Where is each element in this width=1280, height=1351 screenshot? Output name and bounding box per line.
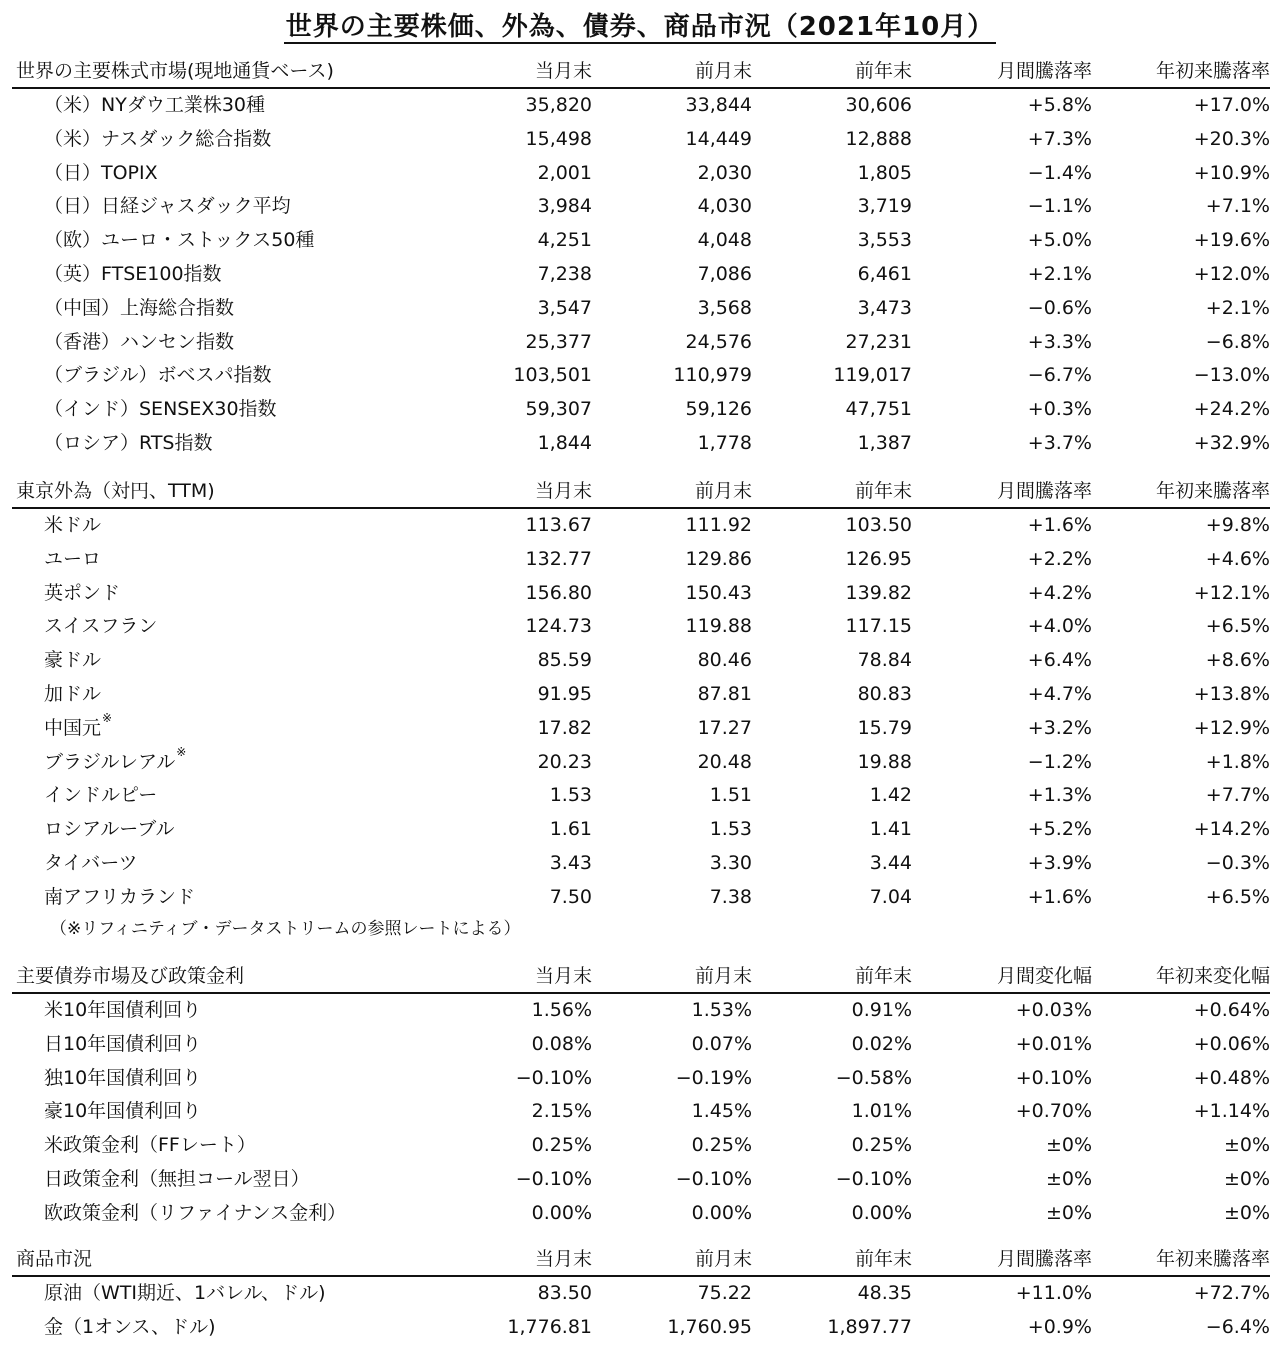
table-row (12, 1129, 1270, 1163)
value-cell: 103.50 (845, 514, 912, 536)
row-label-text: 欧政策金利（リファイナンス金利） (44, 1201, 347, 1224)
stock-markets-header-row (12, 56, 1270, 89)
row-label-text: 原油（WTI期近、1バレル、ドル) (44, 1282, 326, 1304)
row-label (44, 813, 175, 847)
table-row (12, 577, 1270, 611)
value-cell: +6.5% (1205, 615, 1270, 638)
value-cell: +6.4% (1027, 649, 1092, 672)
table-row (12, 779, 1270, 813)
value-cell: 3,984 (537, 195, 592, 218)
bond-section (12, 961, 1270, 1231)
row-label-text: 米政策金利（FFレート） (44, 1134, 256, 1157)
value-cell: 78.84 (857, 649, 912, 672)
table-row (12, 1095, 1270, 1129)
row-label (44, 89, 265, 123)
value-cell: 119,017 (833, 364, 912, 387)
table-row (12, 813, 1270, 847)
value-cell: 7,238 (537, 262, 592, 285)
value-cell: 1,387 (857, 431, 912, 454)
value-cell: +0.01% (1015, 1032, 1092, 1055)
value-cell: +20.3% (1193, 127, 1270, 150)
value-cell: 48.35 (857, 1282, 912, 1304)
value-cell: 1,844 (537, 431, 592, 454)
row-label-text: インドルピー (44, 784, 158, 807)
column-header: 当月末 (534, 965, 592, 987)
column-header: 月間変化幅 (996, 965, 1092, 987)
value-cell: +0.48% (1193, 1066, 1270, 1089)
value-cell: −6.4% (1205, 1315, 1270, 1338)
value-cell: −0.3% (1205, 851, 1270, 874)
row-label-text: （日）TOPIX (44, 161, 158, 184)
row-label-text: （欧）ユーロ・ストックス50種 (44, 229, 315, 252)
column-header: 当月末 (534, 60, 592, 82)
footnote: （※リフィニティブ・データストリームの参照レートによる） (50, 918, 521, 939)
column-header: 月間騰落率 (996, 60, 1092, 82)
column-header: 年初来変化幅 (1155, 965, 1270, 987)
value-cell: 59,307 (525, 398, 592, 421)
row-label (44, 712, 112, 746)
value-cell: 0.00% (531, 1201, 592, 1224)
value-cell: 1.53 (549, 784, 592, 807)
value-cell: −6.8% (1205, 330, 1270, 353)
value-cell: 35,820 (525, 94, 592, 116)
row-label-text: 日10年国債利回り (44, 1032, 202, 1055)
value-cell: −0.10% (515, 1066, 592, 1089)
value-cell: +72.7% (1193, 1282, 1270, 1304)
row-label (44, 577, 120, 611)
value-cell: 2,030 (697, 161, 752, 184)
value-cell: +1.8% (1205, 750, 1270, 773)
table-row (12, 1163, 1270, 1197)
page-title-text: 世界の主要株価、外為、債券、商品市況（2021年10月） (285, 12, 995, 42)
table-row (12, 393, 1270, 427)
table-row (12, 509, 1270, 543)
column-header: 前年末 (854, 60, 912, 82)
value-cell: ±0% (1223, 1134, 1270, 1157)
commodities-header-row (12, 1244, 1270, 1277)
value-cell: 6,461 (857, 262, 912, 285)
row-label-text: 中国元 (44, 716, 102, 739)
value-cell: 7.50 (549, 885, 592, 908)
value-cell: 27,231 (845, 330, 912, 353)
value-cell: −0.10% (835, 1167, 912, 1190)
column-header: 当月末 (534, 1248, 592, 1270)
table-row (12, 89, 1270, 123)
value-cell: 1.45% (691, 1100, 752, 1123)
column-header: 月間騰落率 (996, 1248, 1092, 1270)
value-cell: +7.1% (1205, 195, 1270, 218)
column-header: 年初来騰落率 (1155, 480, 1270, 502)
row-label-text: ブラジルレアル (44, 750, 176, 773)
section-title: 世界の主要株式市場(現地通貨ベース) (16, 60, 334, 82)
table-row (12, 610, 1270, 644)
row-label-text: 豪10年国債利回り (44, 1100, 202, 1123)
value-cell: 1,776.81 (507, 1315, 592, 1338)
value-cell: 1.53 (709, 818, 752, 841)
value-cell: 117.15 (845, 615, 912, 638)
value-cell: 2.15% (531, 1100, 592, 1123)
table-row (12, 1311, 1270, 1345)
value-cell: +4.2% (1027, 581, 1092, 604)
value-cell: 3.30 (709, 851, 752, 874)
row-label-text: （中国）上海総合指数 (44, 296, 235, 319)
value-cell: 111.92 (685, 514, 752, 536)
value-cell: 3,719 (857, 195, 912, 218)
value-cell: +0.03% (1015, 999, 1092, 1021)
value-cell: 47,751 (845, 398, 912, 421)
row-label (44, 224, 314, 258)
row-label-text: 米10年国債利回り (44, 999, 202, 1021)
section-title: 東京外為（対円、TTM) (16, 480, 215, 502)
value-cell: +0.06% (1193, 1032, 1270, 1055)
value-cell: 17.27 (697, 716, 752, 739)
row-label (44, 1277, 326, 1311)
value-cell: ±0% (1045, 1134, 1092, 1157)
row-label (44, 881, 195, 915)
section-title: 主要債券市場及び政策金利 (16, 965, 245, 987)
row-label (44, 1129, 256, 1163)
value-cell: 1.56% (531, 999, 592, 1021)
column-header: 年初来騰落率 (1155, 1248, 1270, 1270)
table-row (12, 326, 1270, 360)
value-cell: 3.43 (549, 851, 592, 874)
row-label-text: （米）NYダウ工業株30種 (44, 94, 265, 116)
value-cell: +2.1% (1205, 296, 1270, 319)
value-cell: ±0% (1223, 1167, 1270, 1190)
value-cell: 0.07% (691, 1032, 752, 1055)
column-header: 前月末 (694, 1248, 752, 1270)
value-cell: 80.83 (857, 682, 912, 705)
value-cell: 24,576 (685, 330, 752, 353)
value-cell: 3,473 (857, 296, 912, 319)
value-cell: 0.25% (851, 1134, 912, 1157)
value-cell: +8.6% (1205, 649, 1270, 672)
value-cell: +1.6% (1027, 885, 1092, 908)
row-label (44, 1311, 216, 1345)
value-cell: −6.7% (1027, 364, 1092, 387)
value-cell: 0.00% (691, 1201, 752, 1224)
value-cell: 0.25% (531, 1134, 592, 1157)
value-cell: ±0% (1045, 1201, 1092, 1224)
table-row (12, 427, 1270, 461)
row-label-text: （インド）SENSEX30指数 (44, 398, 277, 421)
value-cell: 20.23 (537, 750, 592, 773)
value-cell: 87.81 (697, 682, 752, 705)
row-label (44, 326, 234, 360)
value-cell: 7.38 (709, 885, 752, 908)
value-cell: +0.64% (1193, 999, 1270, 1021)
value-cell: +11.0% (1015, 1282, 1092, 1304)
table-row (12, 543, 1270, 577)
value-cell: 0.02% (851, 1032, 912, 1055)
value-cell: +17.0% (1193, 94, 1270, 116)
value-cell: 25,377 (525, 330, 592, 353)
value-cell: −1.2% (1027, 750, 1092, 773)
value-cell: +9.8% (1205, 514, 1270, 536)
value-cell: 0.91% (851, 999, 912, 1021)
footnote-mark: ※ (102, 710, 113, 725)
table-row (12, 190, 1270, 224)
value-cell: +4.0% (1027, 615, 1092, 638)
row-label-text: 金（1オンス、ドル) (44, 1315, 216, 1338)
section-title: 商品市況 (16, 1248, 93, 1270)
table-row (12, 123, 1270, 157)
value-cell: 156.80 (525, 581, 592, 604)
table-row (12, 644, 1270, 678)
column-header: 当月末 (534, 480, 592, 502)
column-header: 前月末 (694, 965, 752, 987)
value-cell: +12.9% (1193, 716, 1270, 739)
value-cell: 0.25% (691, 1134, 752, 1157)
value-cell: 0.08% (531, 1032, 592, 1055)
row-label (44, 359, 272, 393)
value-cell: +0.70% (1015, 1100, 1092, 1123)
row-label-text: スイスフラン (44, 615, 158, 638)
value-cell: 4,048 (697, 229, 752, 252)
value-cell: 59,126 (685, 398, 752, 421)
value-cell: +24.2% (1193, 398, 1270, 421)
row-label (44, 1163, 310, 1197)
value-cell: 85.59 (537, 649, 592, 672)
page-title (0, 6, 1280, 43)
value-cell: +6.5% (1205, 885, 1270, 908)
value-cell: 14,449 (685, 127, 752, 150)
table-row (12, 224, 1270, 258)
row-label (44, 1197, 346, 1231)
row-label (44, 779, 157, 813)
row-label (44, 427, 213, 461)
value-cell: +1.6% (1027, 514, 1092, 536)
value-cell: +3.3% (1027, 330, 1092, 353)
bonds-header-row (12, 961, 1270, 994)
value-cell: +5.8% (1027, 94, 1092, 116)
value-cell: −0.10% (675, 1167, 752, 1190)
value-cell: 1.01% (851, 1100, 912, 1123)
value-cell: 15,498 (525, 127, 592, 150)
value-cell: +7.3% (1027, 127, 1092, 150)
value-cell: +13.8% (1193, 682, 1270, 705)
table-row (12, 881, 1270, 915)
row-label-text: ロシアルーブル (44, 818, 175, 841)
column-header: 月間騰落率 (996, 480, 1092, 502)
column-header: 前月末 (694, 60, 752, 82)
value-cell: 1,778 (697, 431, 752, 454)
value-cell: 110,979 (673, 364, 752, 387)
value-cell: 1,760.95 (667, 1315, 752, 1338)
value-cell: 17.82 (537, 716, 592, 739)
row-label-text: 日政策金利（無担コール翌日） (44, 1167, 310, 1190)
row-label (44, 1095, 201, 1129)
table-row (12, 258, 1270, 292)
value-cell: 12,888 (845, 127, 912, 150)
value-cell: +5.0% (1027, 229, 1092, 252)
value-cell: 124.73 (525, 615, 592, 638)
table-row (12, 1197, 1270, 1231)
value-cell: −1.1% (1027, 195, 1092, 218)
row-label (44, 157, 158, 191)
row-label-text: （英）FTSE100指数 (44, 262, 222, 285)
commodity-section (12, 1244, 1270, 1345)
value-cell: +0.10% (1015, 1066, 1092, 1089)
table-row (12, 746, 1270, 780)
table-row (12, 292, 1270, 326)
value-cell: 19.88 (857, 750, 912, 773)
table-row (12, 1277, 1270, 1311)
row-label (44, 258, 222, 292)
table-row (12, 1028, 1270, 1062)
value-cell: 3.44 (869, 851, 912, 874)
value-cell: 132.77 (525, 547, 592, 570)
value-cell: 1.42 (869, 784, 912, 807)
row-label-text: （米）ナスダック総合指数 (44, 127, 272, 150)
value-cell: 91.95 (537, 682, 592, 705)
value-cell: −0.19% (675, 1066, 752, 1089)
value-cell: 83.50 (537, 1282, 592, 1304)
value-cell: +5.2% (1027, 818, 1092, 841)
value-cell: +10.9% (1193, 161, 1270, 184)
value-cell: 150.43 (685, 581, 752, 604)
value-cell: 139.82 (845, 581, 912, 604)
row-label-text: タイバーツ (44, 851, 138, 874)
value-cell: 7.04 (869, 885, 912, 908)
row-label-text: （日）日経ジャスダック平均 (44, 195, 291, 218)
value-cell: 4,030 (697, 195, 752, 218)
fx-header-row (12, 476, 1270, 509)
value-cell: −0.10% (515, 1167, 592, 1190)
value-cell: 4,251 (537, 229, 592, 252)
value-cell: +12.1% (1193, 581, 1270, 604)
column-header: 前月末 (694, 480, 752, 502)
value-cell: 30,606 (845, 94, 912, 116)
value-cell: +4.6% (1205, 547, 1270, 570)
row-label (44, 644, 101, 678)
value-cell: +1.14% (1193, 1100, 1270, 1123)
value-cell: 1.61 (549, 818, 592, 841)
row-label (44, 746, 186, 780)
fx-section (12, 476, 1270, 943)
value-cell: −0.58% (835, 1066, 912, 1089)
table-row (12, 847, 1270, 881)
row-label (44, 292, 234, 326)
value-cell: +3.9% (1027, 851, 1092, 874)
row-label-text: ユーロ (44, 547, 102, 570)
value-cell: +2.1% (1027, 262, 1092, 285)
value-cell: +3.7% (1027, 431, 1092, 454)
value-cell: 7,086 (697, 262, 752, 285)
row-label (44, 1062, 201, 1096)
table-row (12, 678, 1270, 712)
row-label (44, 1028, 201, 1062)
row-label-text: 米ドル (44, 514, 102, 536)
row-label (44, 393, 277, 427)
value-cell: 3,547 (537, 296, 592, 319)
value-cell: +12.0% (1193, 262, 1270, 285)
column-header: 前年末 (854, 1248, 912, 1270)
row-label-text: （ブラジル）ボベスパ指数 (44, 364, 272, 387)
value-cell: 80.46 (697, 649, 752, 672)
value-cell: +2.2% (1027, 547, 1092, 570)
table-row (12, 1062, 1270, 1096)
value-cell: 1.41 (869, 818, 912, 841)
value-cell: 1,805 (857, 161, 912, 184)
value-cell: −1.4% (1027, 161, 1092, 184)
value-cell: 103,501 (513, 364, 592, 387)
row-label-text: 南アフリカランド (44, 885, 196, 908)
row-label (44, 678, 101, 712)
value-cell: −0.6% (1027, 296, 1092, 319)
value-cell: 3,568 (697, 296, 752, 319)
value-cell: 0.00% (851, 1201, 912, 1224)
row-label (44, 543, 101, 577)
value-cell: +32.9% (1193, 431, 1270, 454)
value-cell: +0.3% (1027, 398, 1092, 421)
value-cell: −13.0% (1193, 364, 1270, 387)
row-label (44, 509, 101, 543)
table-row (12, 712, 1270, 746)
table-row (12, 359, 1270, 393)
value-cell: +19.6% (1193, 229, 1270, 252)
table-row (12, 994, 1270, 1028)
row-label (44, 610, 157, 644)
column-header: 前年末 (854, 480, 912, 502)
value-cell: +3.2% (1027, 716, 1092, 739)
value-cell: +4.7% (1027, 682, 1092, 705)
column-header: 前年末 (854, 965, 912, 987)
value-cell: 33,844 (685, 94, 752, 116)
value-cell: ±0% (1223, 1201, 1270, 1224)
value-cell: 1.51 (709, 784, 752, 807)
row-label-text: （ロシア）RTS指数 (44, 431, 213, 454)
row-label-text: （香港）ハンセン指数 (44, 330, 235, 353)
value-cell: +0.9% (1027, 1315, 1092, 1338)
column-header: 年初来騰落率 (1155, 60, 1270, 82)
table-row (12, 157, 1270, 191)
value-cell: 15.79 (857, 716, 912, 739)
value-cell: 119.88 (685, 615, 752, 638)
value-cell: 126.95 (845, 547, 912, 570)
row-label (44, 847, 137, 881)
value-cell: 75.22 (697, 1282, 752, 1304)
row-label-text: 英ポンド (44, 581, 121, 604)
value-cell: ±0% (1045, 1167, 1092, 1190)
value-cell: 1,897.77 (827, 1315, 912, 1338)
row-label (44, 123, 271, 157)
value-cell: 1.53% (691, 999, 752, 1021)
footnote-mark: ※ (176, 744, 187, 759)
value-cell: 2,001 (537, 161, 592, 184)
value-cell: 129.86 (685, 547, 752, 570)
row-label-text: 加ドル (44, 682, 102, 705)
row-label-text: 独10年国債利回り (44, 1066, 202, 1089)
value-cell: +7.7% (1205, 784, 1270, 807)
row-label (44, 994, 201, 1028)
value-cell: 113.67 (525, 514, 592, 536)
value-cell: 3,553 (857, 229, 912, 252)
stock-markets-section (12, 56, 1270, 461)
row-label (44, 190, 291, 224)
value-cell: +14.2% (1193, 818, 1270, 841)
value-cell: +1.3% (1027, 784, 1092, 807)
value-cell: 20.48 (697, 750, 752, 773)
row-label-text: 豪ドル (44, 649, 102, 672)
